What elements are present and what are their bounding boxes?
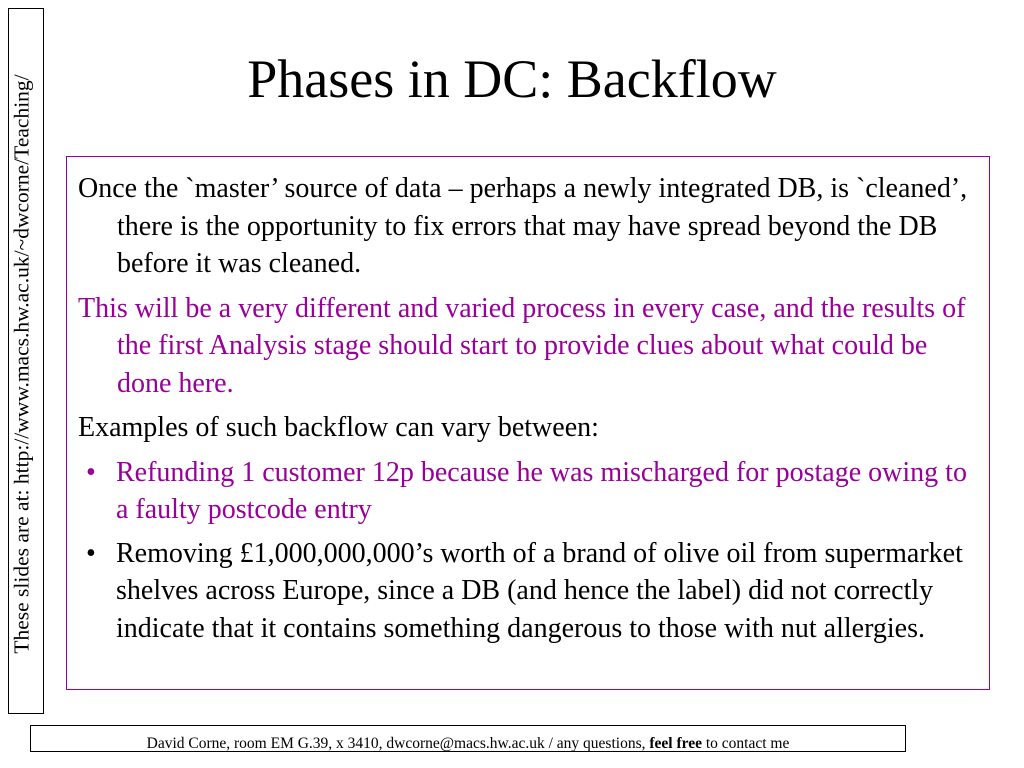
bullet-text: Refunding 1 customer 12p because he was mischarged for postage owing to a faulty postcode entry (116, 456, 967, 525)
footer (30, 734, 906, 754)
footer-prefix: David Corne, room EM G.39, x 3410, dwcorne@macs.hw.ac.uk / any questions, (146, 735, 650, 752)
paragraph-examples: Examples of such backflow can vary between: (78, 412, 599, 443)
paragraph-intro: Once the `master’ source of data – perhaps a newly integrated DB, is `cleaned’, there is the opportunity to fix errors that may have spread beyond the DB before it was cleaned. (78, 173, 968, 279)
bullet-text: Removing £1,000,000,000’s worth of a brand of olive oil from supermarket shelves across Europe, since a DB (and hence the label) did not correctly indicate that it contains something dangerous to those with nut allergies. (116, 537, 963, 644)
slide-content (78, 170, 978, 653)
paragraph-process: This will be a very different and varied process in every case, and the results of the first Analysis stage should start to provide clues about what could be done here. (78, 292, 966, 399)
footer-suffix: to contact me (701, 735, 790, 752)
bullet-item (78, 454, 978, 529)
bullet-item (78, 535, 978, 648)
footer-bold: feel free (649, 735, 702, 752)
bullet-icon: • (86, 456, 96, 488)
bullet-icon: • (86, 537, 96, 569)
slide-title: Phases in DC: Backflow (247, 49, 777, 109)
side-note: These slides are at: http://www.macs.hw.ac.uk/~dwcorne/Teaching/ (9, 74, 34, 654)
